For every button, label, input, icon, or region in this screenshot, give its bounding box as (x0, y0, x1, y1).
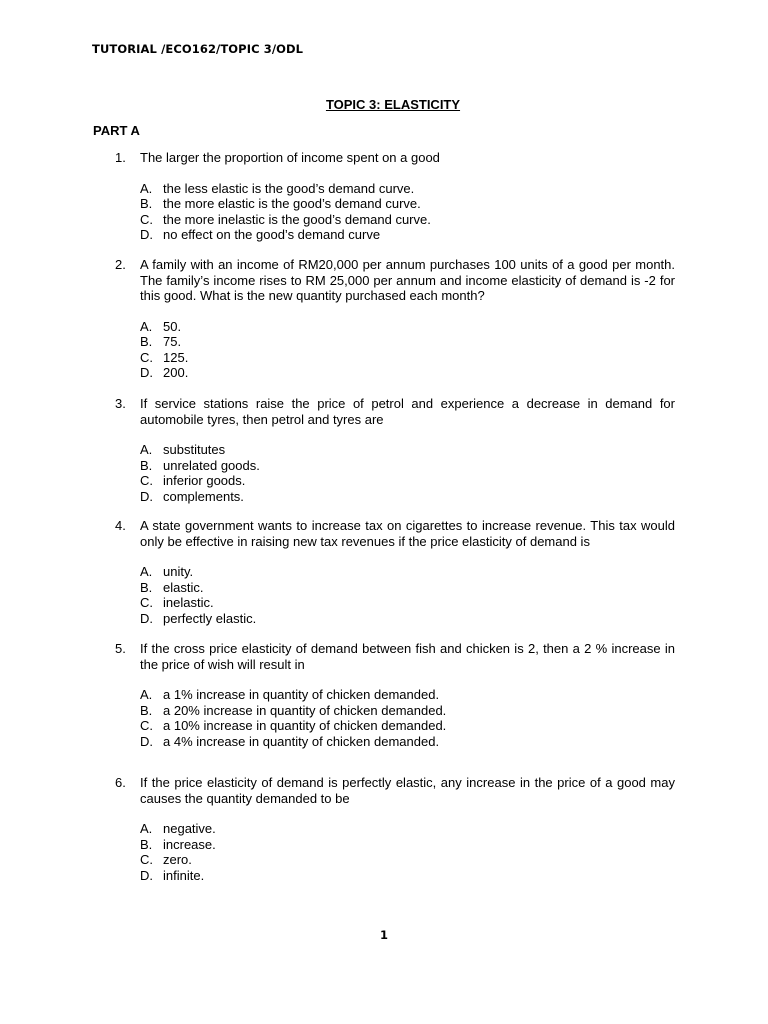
option-list (140, 442, 675, 504)
option-d (140, 734, 675, 750)
option-letter: A. (140, 564, 153, 579)
option-text: no effect on the good’s demand curve (163, 227, 381, 242)
option-letter: D. (140, 610, 153, 626)
option-c (140, 473, 675, 489)
question-5 (93, 641, 675, 749)
option-c (140, 212, 675, 228)
option-letter: B. (140, 334, 153, 349)
option-list (140, 821, 675, 883)
option-a (140, 564, 675, 580)
page-number: 1 (379, 928, 388, 942)
option-text: perfectly elastic. (163, 610, 257, 626)
question-number: 5. (115, 641, 126, 656)
option-c (140, 852, 675, 868)
option-letter: A. (140, 318, 153, 334)
question-1 (93, 150, 675, 243)
option-d (140, 227, 675, 243)
option-letter: C. (140, 718, 153, 733)
option-text: 75. (163, 334, 182, 349)
option-a (140, 821, 675, 837)
option-c (140, 350, 675, 366)
option-text: the more inelastic is the good’s demand curve. (163, 211, 431, 227)
question-number: 2. (115, 257, 126, 272)
question-text: The larger the proportion of income spent on a good (140, 150, 440, 165)
option-text: a 4% increase in quantity of chicken demanded. (163, 733, 440, 749)
option-letter: D. (140, 867, 153, 883)
option-text: a 20% increase in quantity of chicken demanded. (163, 702, 447, 718)
option-letter: C. (140, 595, 153, 610)
option-text: the less elastic is the good’s demand curve. (163, 180, 415, 196)
option-b (140, 196, 675, 212)
option-letter: C. (140, 349, 153, 365)
question-6 (93, 775, 675, 883)
option-letter: A. (140, 687, 153, 702)
option-a (140, 181, 675, 197)
option-letter: A. (140, 821, 153, 836)
option-d (140, 365, 675, 381)
question-number: 1. (115, 150, 126, 165)
option-text: complements. (163, 488, 244, 504)
option-b (140, 458, 675, 474)
question-number: 3. (115, 396, 126, 411)
option-list (140, 181, 675, 243)
option-text: 200. (163, 365, 189, 380)
option-letter: B. (140, 579, 153, 595)
option-letter: A. (140, 180, 153, 196)
option-list (140, 319, 675, 381)
option-letter: B. (140, 702, 153, 718)
option-letter: B. (140, 836, 153, 852)
option-letter: D. (140, 733, 153, 749)
question-text: A state government wants to increase tax on cigarettes to increase revenue. This tax would only be effective in raising new tax revenues if the price elasticity of demand is (140, 518, 675, 549)
question-text: If service stations raise the price of petrol and experience a decrease in demand for automobile tyres, then petrol and tyres are (140, 396, 675, 427)
option-text: 125. (163, 349, 189, 365)
option-letter: D. (140, 488, 153, 504)
option-text: the more elastic is the good’s demand curve. (163, 196, 421, 211)
option-letter: C. (140, 473, 153, 488)
option-a (140, 687, 675, 703)
option-text: inelastic. (163, 595, 214, 610)
question-text: A family with an income of RM20,000 per annum purchases 100 units of a good per month. The family’s income rises to RM 25,000 per annum and income elasticity of demand is -2 for this good. What is the new quantity purchased each month? (140, 257, 675, 303)
question-3 (93, 396, 675, 504)
option-b (140, 334, 675, 350)
option-b (140, 703, 675, 719)
option-text: zero. (163, 852, 192, 867)
option-text: inferior goods. (163, 473, 246, 488)
option-b (140, 837, 675, 853)
option-letter: B. (140, 196, 153, 211)
option-d (140, 489, 675, 505)
option-text: negative. (163, 821, 216, 836)
question-text: If the cross price elasticity of demand between fish and chicken is 2, then a 2 % increase in the price of wish will result in (140, 641, 675, 672)
option-text: a 10% increase in quantity of chicken demanded. (163, 718, 447, 733)
question-2 (93, 257, 675, 381)
option-d (140, 611, 675, 627)
option-text: a 1% increase in quantity of chicken demanded. (163, 687, 440, 702)
option-text: unity. (163, 564, 194, 579)
question-4 (93, 518, 675, 626)
option-list (140, 687, 675, 749)
option-text: elastic. (163, 579, 204, 595)
document-header: TUTORIAL /ECO162/TOPIC 3/ODL (92, 42, 304, 56)
section-heading: PART A (93, 123, 140, 138)
option-letter: D. (140, 365, 153, 380)
page-title (0, 97, 768, 112)
option-c (140, 718, 675, 734)
option-letter: A. (140, 442, 153, 457)
option-text: substitutes (163, 442, 226, 457)
option-letter: C. (140, 852, 153, 867)
question-text: If the price elasticity of demand is perfectly elastic, any increase in the price of a good may causes the quantity demanded to be (140, 775, 675, 806)
option-letter: C. (140, 211, 153, 227)
option-letter: B. (140, 457, 153, 473)
option-c (140, 595, 675, 611)
question-number: 4. (115, 518, 126, 533)
option-list (140, 564, 675, 626)
option-d (140, 868, 675, 884)
option-text: unrelated goods. (163, 457, 260, 473)
option-text: increase. (163, 836, 216, 852)
option-a (140, 319, 675, 335)
option-text: infinite. (163, 867, 205, 883)
option-b (140, 580, 675, 596)
question-number: 6. (115, 775, 126, 790)
page-title-text: TOPIC 3: ELASTICITY (325, 97, 461, 112)
option-text: 50. (163, 318, 182, 334)
option-a (140, 442, 675, 458)
option-letter: D. (140, 227, 153, 242)
